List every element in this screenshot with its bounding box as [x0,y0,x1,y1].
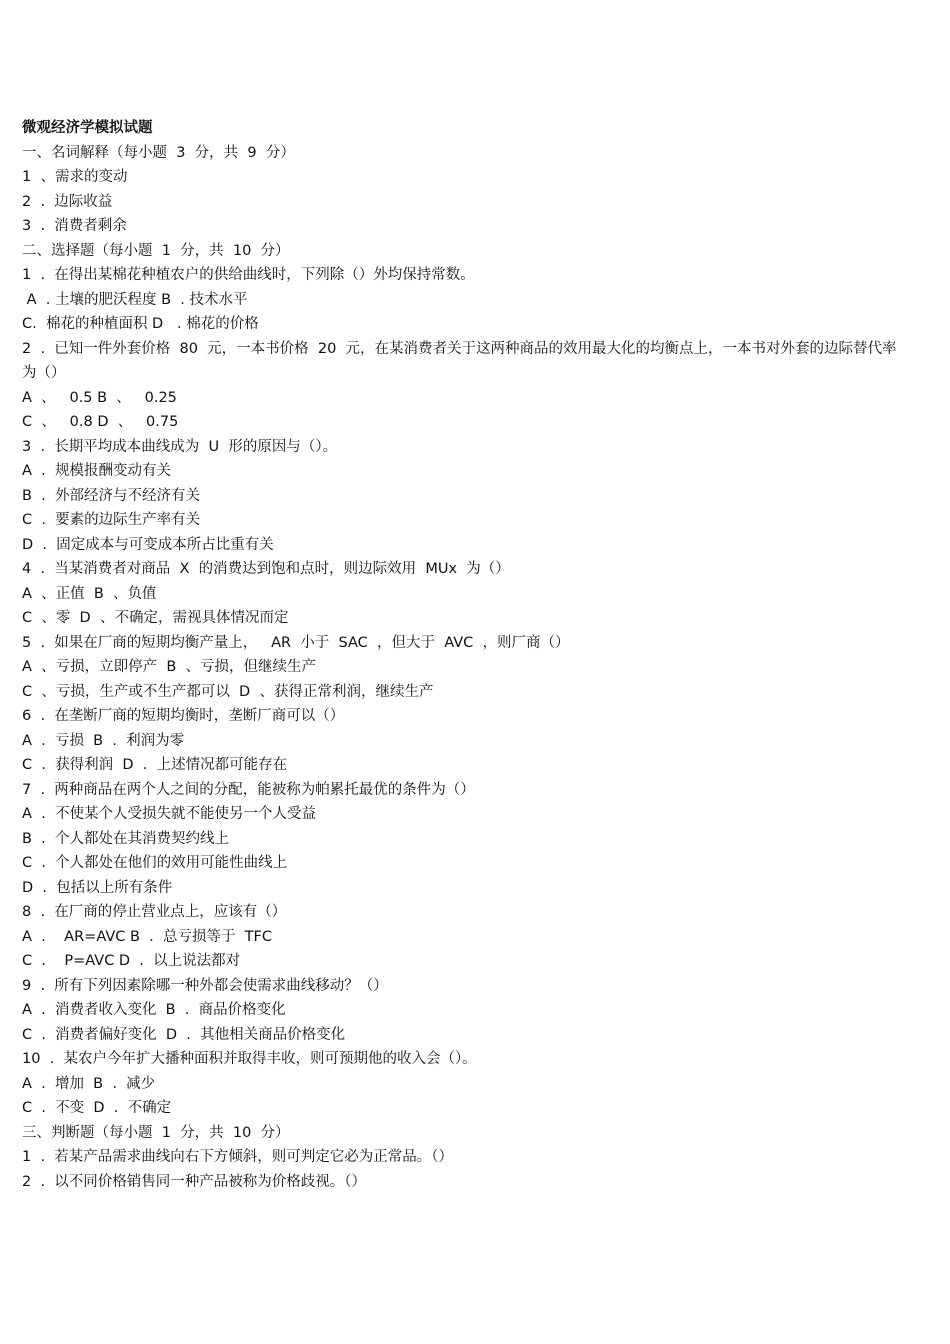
text-line: C . 个人都处在他们的效用可能性曲线上 [22,855,288,871]
text-line: A 、 0.5 B 、 0.25 [22,389,177,406]
text-line: 8 . 在厂商的停止营业点上，应该有（） [22,904,287,920]
text-line: C . 获得利润 D . 上述情况都可能存在 [22,757,288,773]
text-line: C . 要素的边际生产率有关 [22,512,201,528]
text-line: A . 不使某个人受损失就不能使另一个人受益 [22,806,316,822]
text-line: B . 个人都处在其消费契约线上 [22,830,229,847]
text-line: 1 . 若某产品需求曲线向右下方倾斜，则可判定它必为正常品。（） [22,1149,454,1165]
document-body [22,141,902,1195]
text-line: D . 包括以上所有条件 [22,879,173,896]
text-line: 二、选择题（每小题 1 分，共 10 分） [22,242,290,259]
text-line: 2 . 已知一件外套价格 80 元，一本书价格 20 元，在某消费者关于这两种商品的效用最大化的均衡点上，一本书对外套的边际替代率为（） [22,340,897,381]
text-line: C 、亏损，生产或不生产都可以 D 、获得正常利润，继续生产 [22,683,434,700]
text-line: C . 不变 D . 不确定 [22,1100,172,1116]
text-line: C. 棉花的种植面积 D . 棉花的价格 [22,316,259,332]
text-line: 2 . 以不同价格销售同一种产品被称为价格歧视。（） [22,1173,367,1190]
text-line: 5 . 如果在厂商的短期均衡产量上， AR 小于 SAC ，但大于 AVC ，则厂商（） [22,634,570,651]
text-line: C 、零 D 、不确定，需视具体情况而定 [22,610,289,626]
text-line: A . 增加 B . 减少 [22,1075,156,1092]
text-line: A . 亏损 B . 利润为零 [22,732,185,749]
text-line: 2 . 边际收益 [22,193,113,210]
document-page [22,116,902,1194]
text-line: A . 土壤的肥沃程度 B . 技术水平 [22,291,248,308]
text-line: 6 . 在垄断厂商的短期均衡时，垄断厂商可以（） [22,708,345,724]
text-line: A . 规模报酬变动有关 [22,463,171,479]
text-line: 10 . 某农户今年扩大播种面积并取得丰收，则可预期他的收入会（）。 [22,1051,477,1067]
text-line: A 、亏损，立即停产 B 、亏损，但继续生产 [22,659,317,675]
text-line: C 、 0.8 D 、 0.75 [22,414,179,430]
text-line: B . 外部经济与不经济有关 [22,487,200,504]
text-line: 3 . 长期平均成本曲线成为 U 形的原因与（）。 [22,438,338,455]
text-line: A . AR=AVC B . 总亏损等于 TFC [22,928,273,945]
text-line: A . 消费者收入变化 B . 商品价格变化 [22,1002,286,1018]
document-title: 微观经济学模拟试题 [22,120,153,136]
text-line: 4 . 当某消费者对商品 X 的消费达到饱和点时，则边际效用 MUx 为（） [22,561,510,577]
text-line: 三、判断题（每小题 1 分，共 10 分） [22,1124,290,1141]
text-line: C . 消费者偏好变化 D . 其他相关商品价格变化 [22,1026,346,1043]
text-line: 一、名词解释（每小题 3 分，共 9 分） [22,144,295,161]
text-line: C . P=AVC D . 以上说法都对 [22,953,241,969]
text-line: 7 . 两种商品在两个人之间的分配，能被称为帕累托最优的条件为（） [22,781,475,798]
text-line: D . 固定成本与可变成本所占比重有关 [22,536,274,553]
text-line: 1 . 在得出某棉花种植农户的供给曲线时，下列除（）外均保持常数。 [22,267,475,283]
text-line: 9 . 所有下列因素除哪一种外都会使需求曲线移动？（） [22,977,388,994]
text-line: A 、正值 B 、负值 [22,585,157,602]
text-line: 1 、需求的变动 [22,169,128,185]
text-line: 3 . 消费者剩余 [22,218,127,234]
